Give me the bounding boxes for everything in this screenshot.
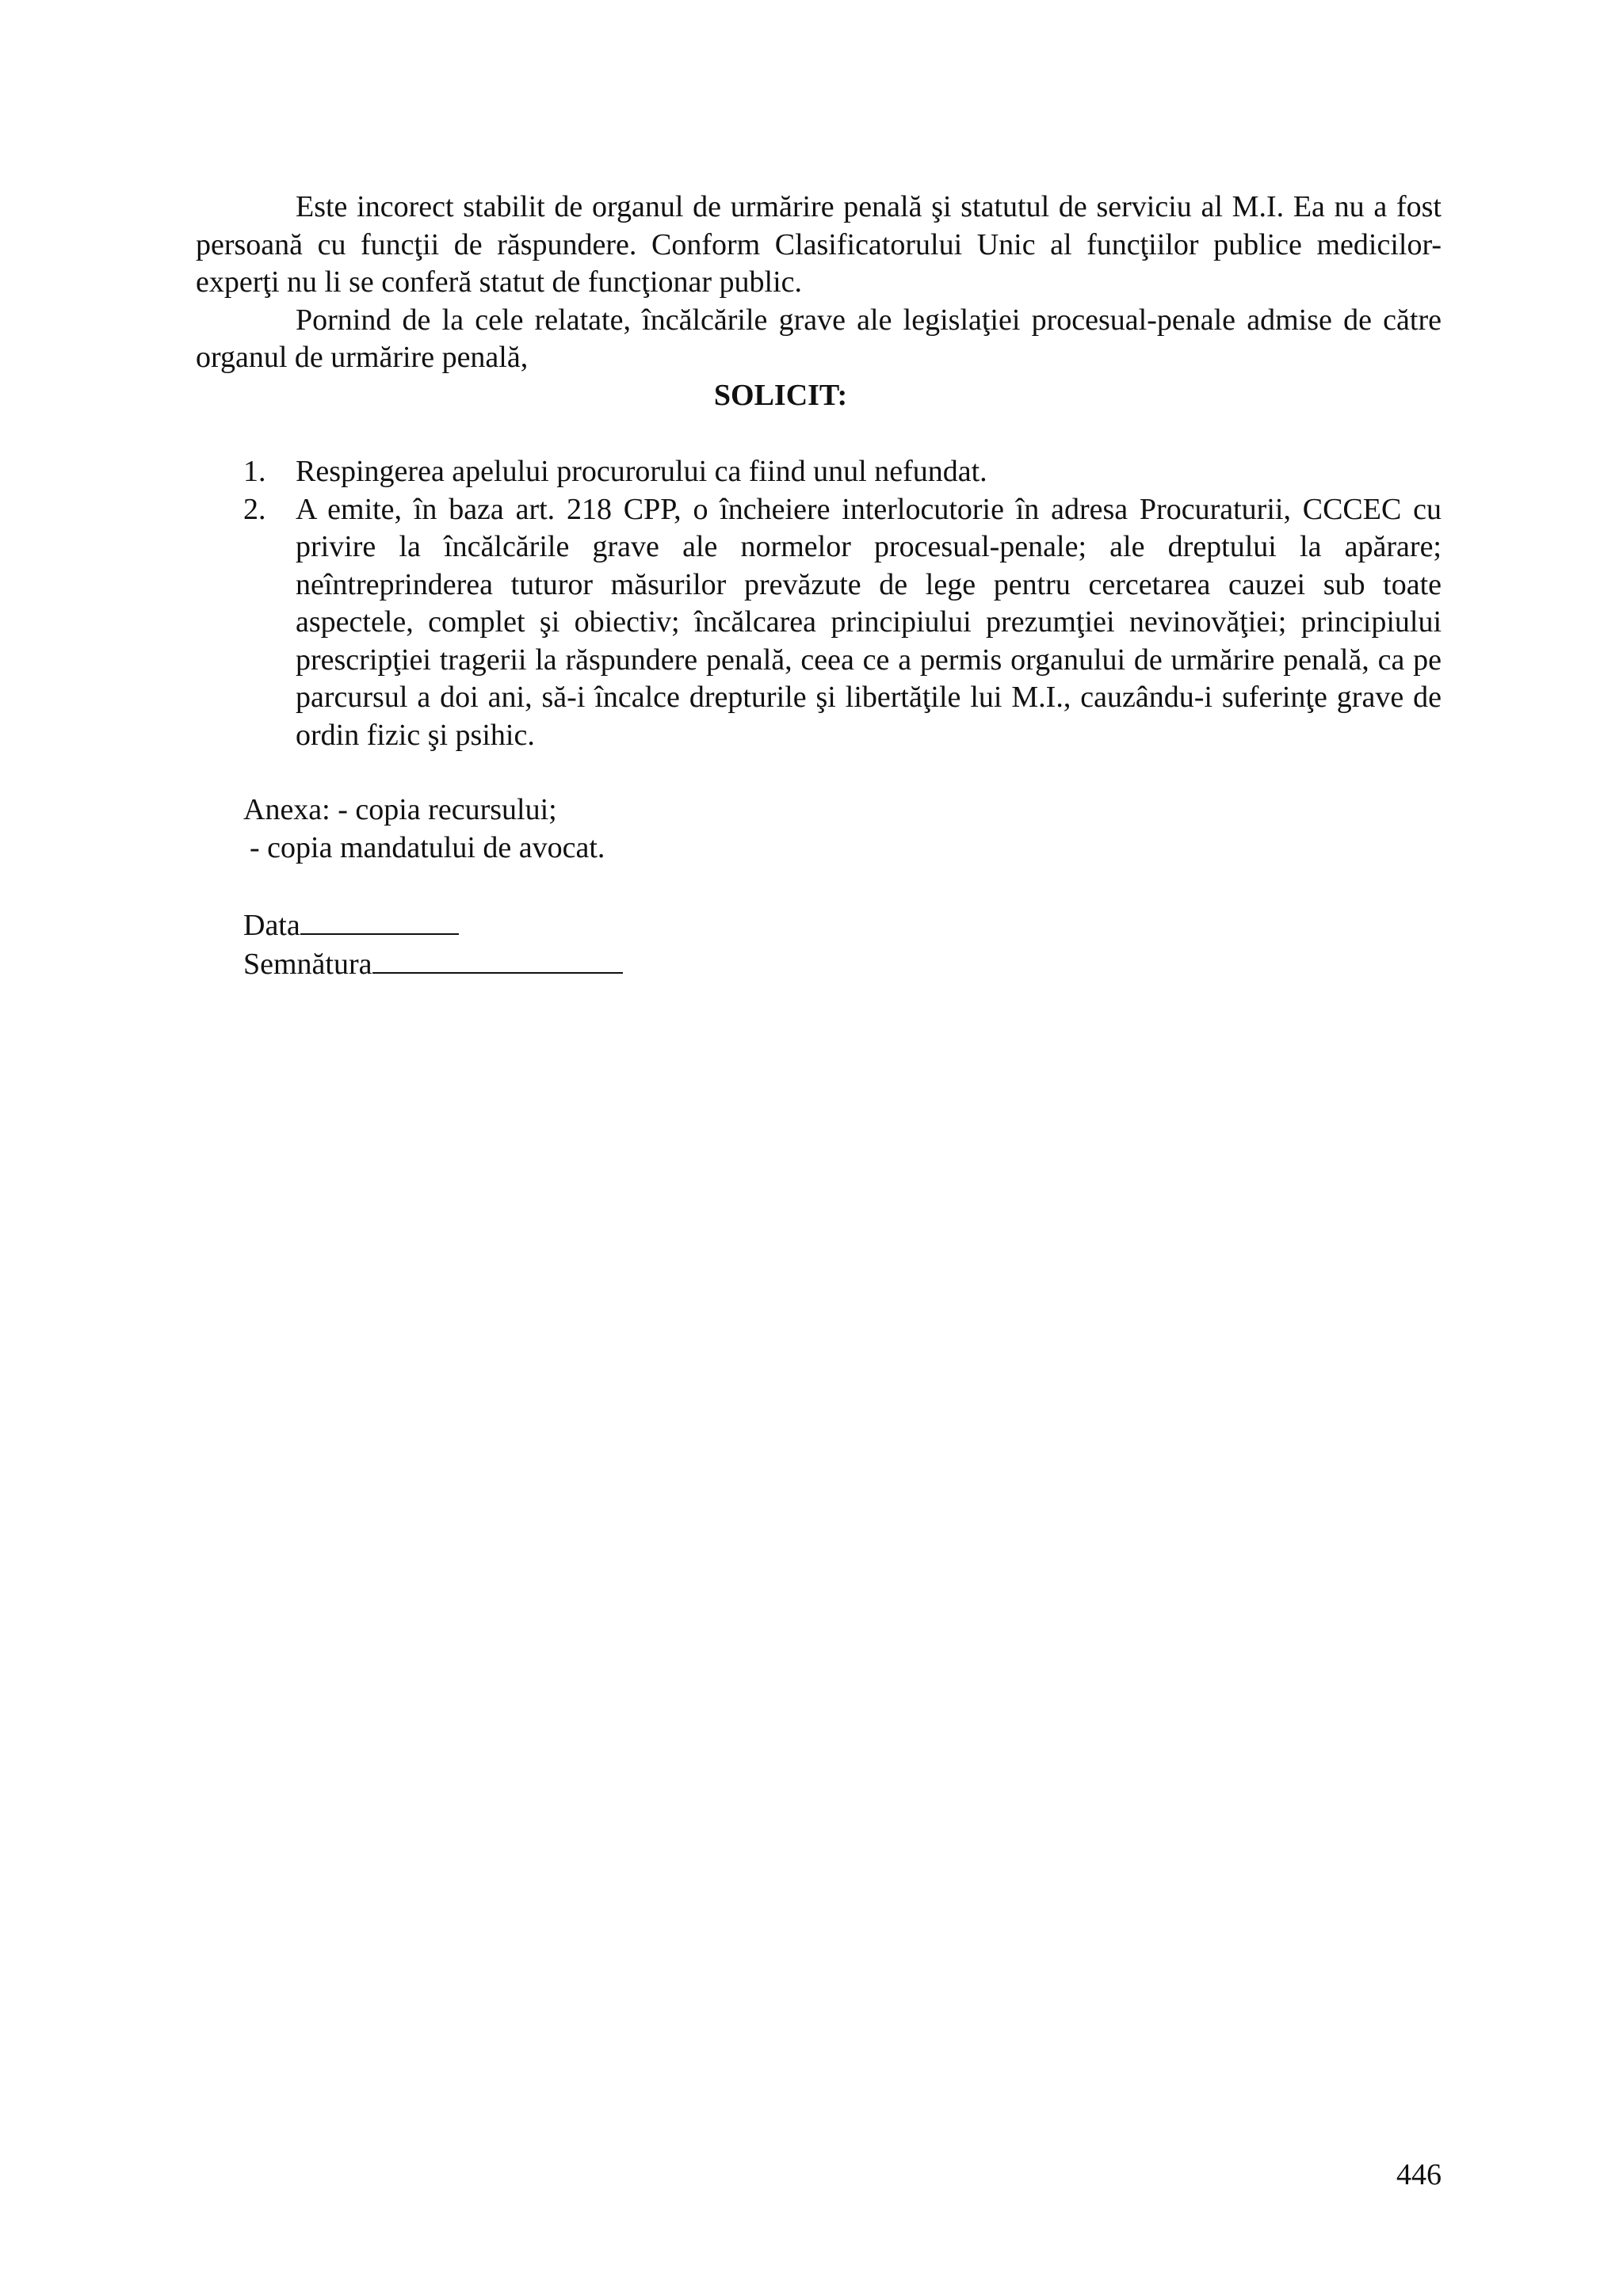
request-item [196,491,1442,755]
signature-blank-field [372,945,623,974]
date-label: Data [243,909,300,942]
signature-line [243,945,1442,984]
request-text: A emite, în baza art. 218 CPP, o încheiere interlocutorie în adresa Procuraturii, CCCEC cu privire la încălcările grave ale normelor procesual-penale; ale dreptului la apărare; neîntreprinderea tuturor măsurilor prevăzute de lege pentru cercetarea cauzei sub toate aspectele, complet şi obiectiv; încălcarea principiului prezumţiei nevinovăţiei; principiului prescripţiei tragerii la răspundere penală, ceea ce a permis organului de urmărire penală, ca pe parcursul a doi ani, să-i încalce drepturile şi libertăţile lui M.I., cauzându-i suferinţe grave de ordin fizic şi psihic. [296,492,1442,752]
request-number: 2. [243,492,266,526]
request-heading: SOLICIT: [713,378,848,412]
date-blank-field [300,906,459,935]
request-number: 1. [243,455,266,488]
request-item [196,453,1442,491]
date-line [243,906,1442,945]
paragraph-conclusion: Pornind de la cele relatate, încălcările grave ale legislaţiei procesual-penale admise de către organul de urmărire penală, [196,303,1442,374]
request-list [196,453,1442,754]
document-body [196,189,1442,983]
annex-line: Anexa: - copia recursului; [243,793,557,826]
request-text: Respingerea apelului procurorului ca fiind unul nefundat. [296,455,987,488]
signature-label: Semnătura [243,947,372,981]
annex-line: - copia mandatului de avocat. [250,830,605,864]
paragraph-service-status: Este incorect stabilit de organul de urmărire penală şi statutul de serviciu al M.I. Ea nu a fost persoană cu funcţii de răspundere. Conform Clasificatorului Unic al funcţiilor publice medicilor-experţi nu li se conferă statut de funcţionar public. [196,190,1442,299]
signature-block [196,906,1442,983]
page-number: 446 [1396,2158,1442,2191]
annex-block [196,791,1442,867]
